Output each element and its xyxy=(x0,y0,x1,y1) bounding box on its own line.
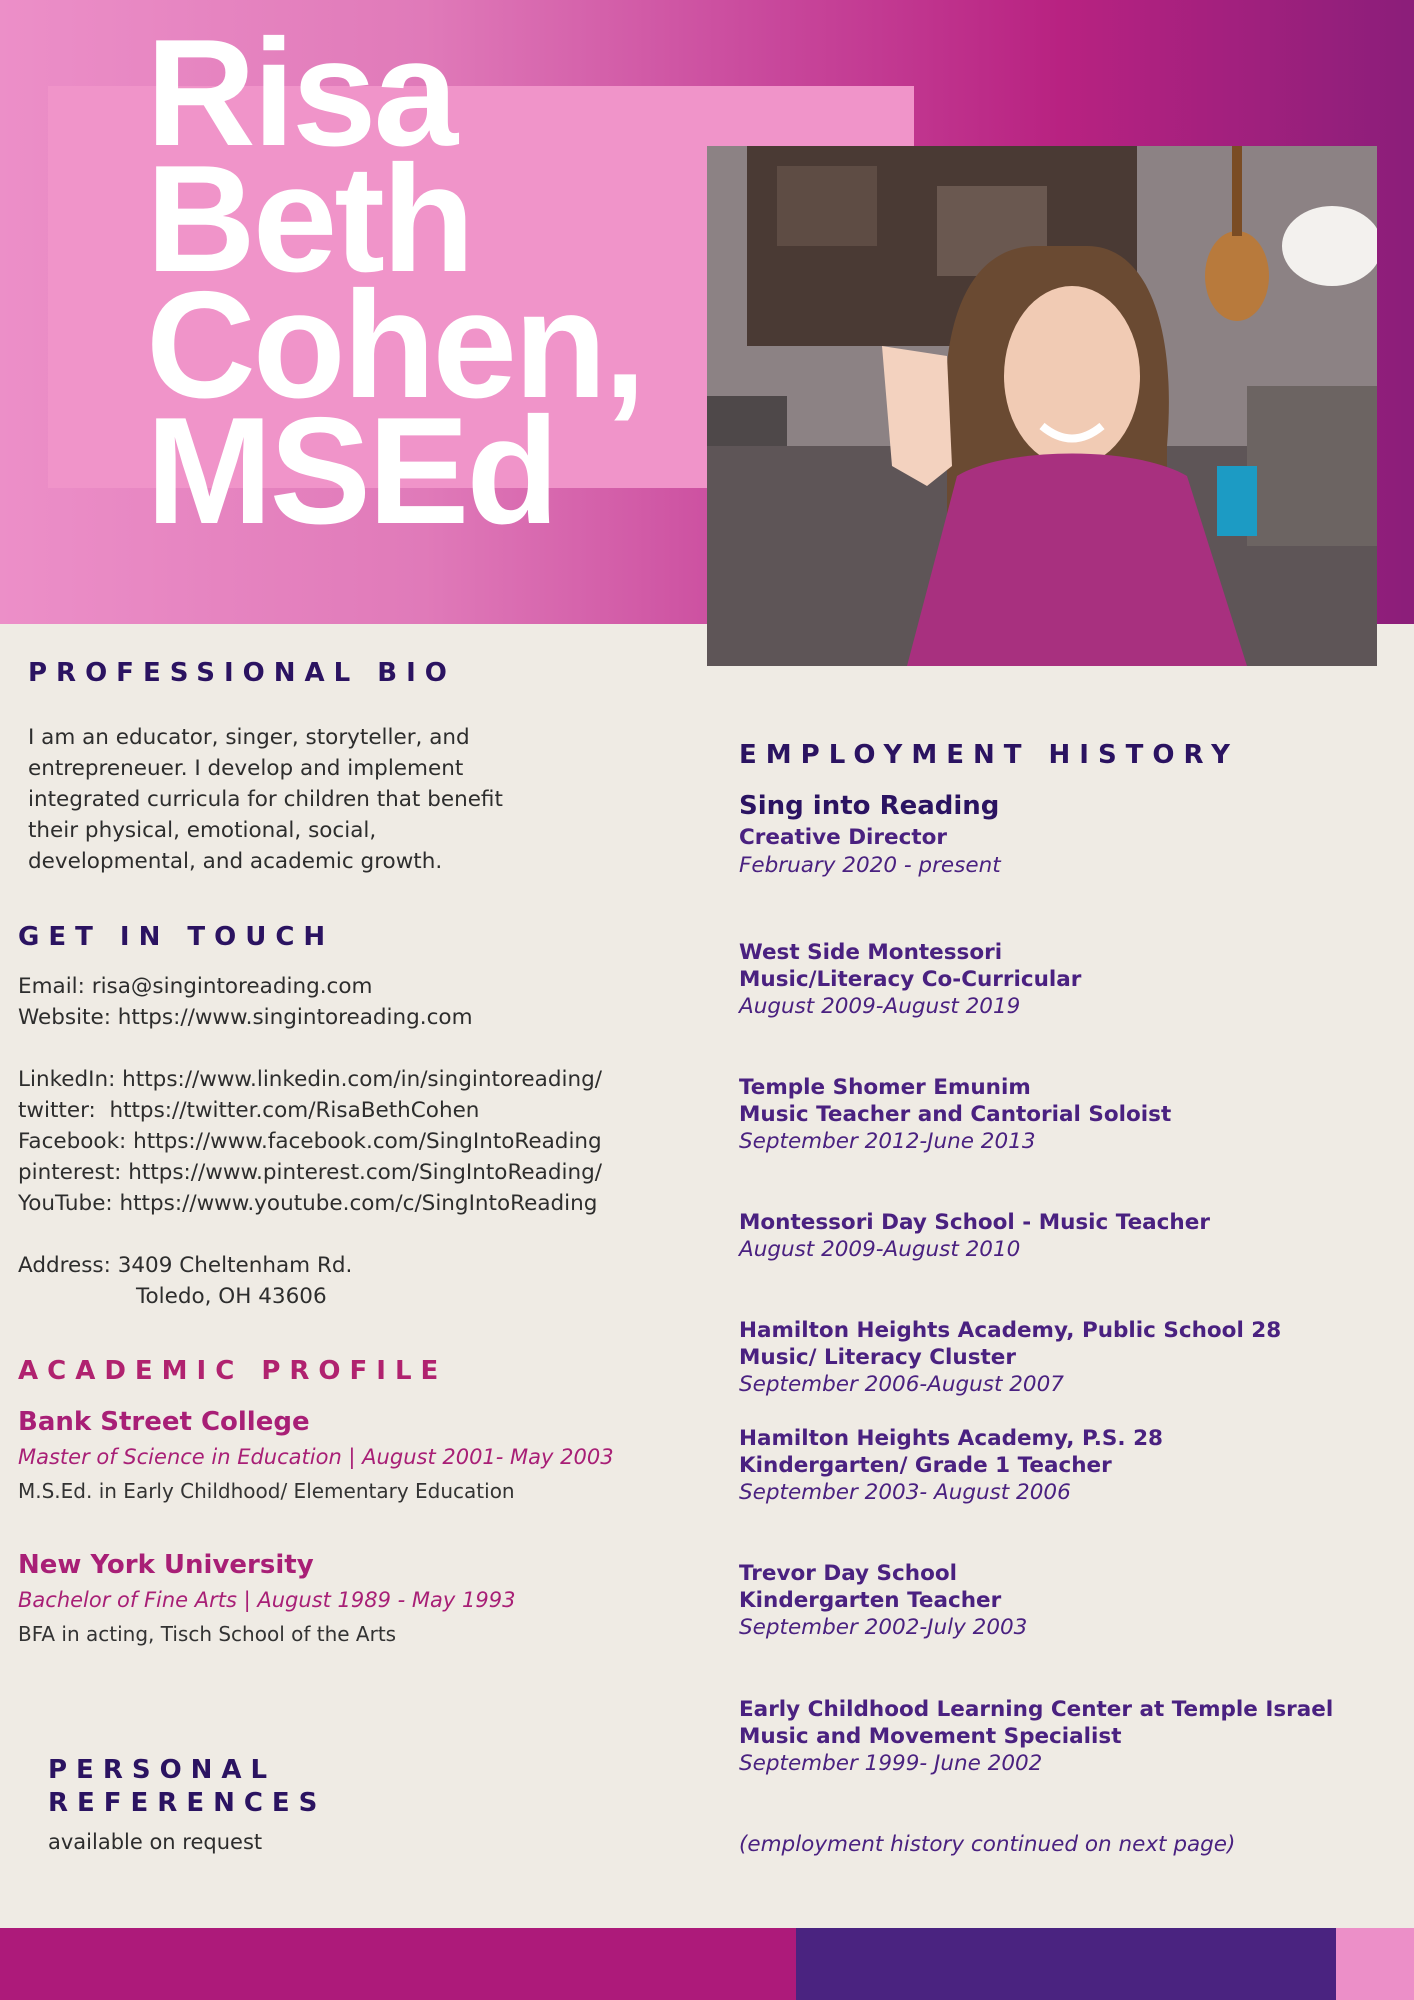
job-dates: September 2003- August 2006 xyxy=(739,1480,1071,1505)
job-line: West Side Montessori xyxy=(739,940,1003,965)
youtube-link[interactable]: YouTube: https://www.youtube.com/c/SingIntoReading xyxy=(18,1191,598,1216)
job-line: Kindergarten/ Grade 1 Teacher xyxy=(739,1453,1112,1478)
linkedin-link[interactable]: LinkedIn: https://www.linkedin.com/in/singintoreading/ xyxy=(18,1067,602,1092)
bio-text: I am an educator, singer, storyteller, and entrepreneuer. I develop and implement integrated curricula for children that benefit their physical, emotional, social, developmental, and academic growth. xyxy=(28,725,503,874)
job-dates: September 2002-July 2003 xyxy=(739,1615,1028,1640)
job-line: Music/ Literacy Cluster xyxy=(739,1345,1016,1370)
name-heading xyxy=(146,8,644,556)
degree-line: Master of Science in Education | August 2001- May 2003 xyxy=(18,1445,614,1469)
job-entry xyxy=(739,1696,1379,1777)
name-line: Beth xyxy=(146,134,472,304)
pinterest-link[interactable]: pinterest: https://www.pinterest.com/SingIntoReading/ xyxy=(18,1160,602,1185)
employment-heading: EMPLOYMENT HISTORY xyxy=(739,740,1239,770)
job-line: Montessori Day School - Music Teacher xyxy=(739,1210,1210,1235)
facebook-link[interactable]: Facebook: https://www.facebook.com/SingIntoReading xyxy=(18,1129,602,1154)
job-dates: August 2009-August 2019 xyxy=(739,994,1021,1019)
job-line: Music/Literacy Co-Curricular xyxy=(739,967,1082,992)
job-organization: Sing into Reading xyxy=(739,791,1000,821)
address-line: Address: 3409 Cheltenham Rd. xyxy=(18,1253,353,1278)
job-role: Creative Director xyxy=(739,825,947,850)
footer-bar-purple xyxy=(796,1928,1336,2000)
twitter-link[interactable]: twitter: https://twitter.com/RisaBethCohen xyxy=(18,1098,480,1123)
references-heading xyxy=(48,1754,326,1820)
job-dates: August 2009-August 2010 xyxy=(739,1237,1021,1262)
references-heading-line: PERSONAL xyxy=(48,1755,277,1785)
website-link[interactable]: Website: https://www.singintoreading.com xyxy=(18,1005,473,1030)
contact-heading: GET IN TOUCH xyxy=(18,922,335,952)
job-entry xyxy=(739,939,1379,1020)
job-entry xyxy=(739,1560,1379,1641)
job-entry xyxy=(739,1209,1379,1263)
footer-bar-pink xyxy=(1336,1928,1414,2000)
references-heading-line: REFERENCES xyxy=(48,1788,327,1818)
portrait-photo-icon xyxy=(707,146,1377,666)
bio-heading: PROFESSIONAL BIO xyxy=(28,658,456,688)
footer-bar-magenta xyxy=(0,1928,796,2000)
school-name: Bank Street College xyxy=(18,1407,310,1437)
job-line: Music and Movement Specialist xyxy=(739,1724,1122,1749)
job-line: Early Childhood Learning Center at Temple Israel xyxy=(739,1697,1334,1722)
job-line: Kindergarten Teacher xyxy=(739,1588,1002,1613)
contact-block xyxy=(18,971,678,1312)
job-line: Hamilton Heights Academy, P.S. 28 xyxy=(739,1426,1163,1451)
job-entry xyxy=(739,788,1379,879)
name-line: Cohen, xyxy=(146,260,644,430)
email-link[interactable]: Email: risa@singintoreading.com xyxy=(18,974,373,999)
job-dates: September 1999- June 2002 xyxy=(739,1751,1043,1776)
name-line: MSEd xyxy=(146,386,557,556)
degree-description: BFA in acting, Tisch School of the Arts xyxy=(18,1622,397,1646)
job-line: Temple Shomer Emunim xyxy=(739,1075,1031,1100)
school-name: New York University xyxy=(18,1550,314,1580)
references-text: available on request xyxy=(48,1830,263,1854)
job-entry xyxy=(739,1425,1379,1506)
job-entry xyxy=(739,1317,1379,1398)
job-entry xyxy=(739,1074,1379,1155)
job-line: Music Teacher and Cantorial Soloist xyxy=(739,1102,1172,1127)
job-line: Hamilton Heights Academy, Public School 28 xyxy=(739,1318,1282,1343)
profile-photo xyxy=(707,146,1377,666)
education-entry xyxy=(18,1404,658,1508)
job-dates: September 2012-June 2013 xyxy=(739,1129,1036,1154)
job-dates: September 2006-August 2007 xyxy=(739,1372,1064,1397)
degree-line: Bachelor of Fine Arts | August 1989 - May 1993 xyxy=(18,1588,516,1612)
continued-note: (employment history continued on next page) xyxy=(739,1832,1236,1857)
academic-heading: ACADEMIC PROFILE xyxy=(18,1356,448,1386)
job-line: Trevor Day School xyxy=(739,1561,958,1586)
name-line: Risa xyxy=(146,8,456,178)
education-entry xyxy=(18,1547,658,1651)
job-dates: February 2020 - present xyxy=(739,853,1001,878)
degree-description: M.S.Ed. in Early Childhood/ Elementary Education xyxy=(18,1479,515,1503)
address-line: Toledo, OH 43606 xyxy=(136,1284,327,1309)
